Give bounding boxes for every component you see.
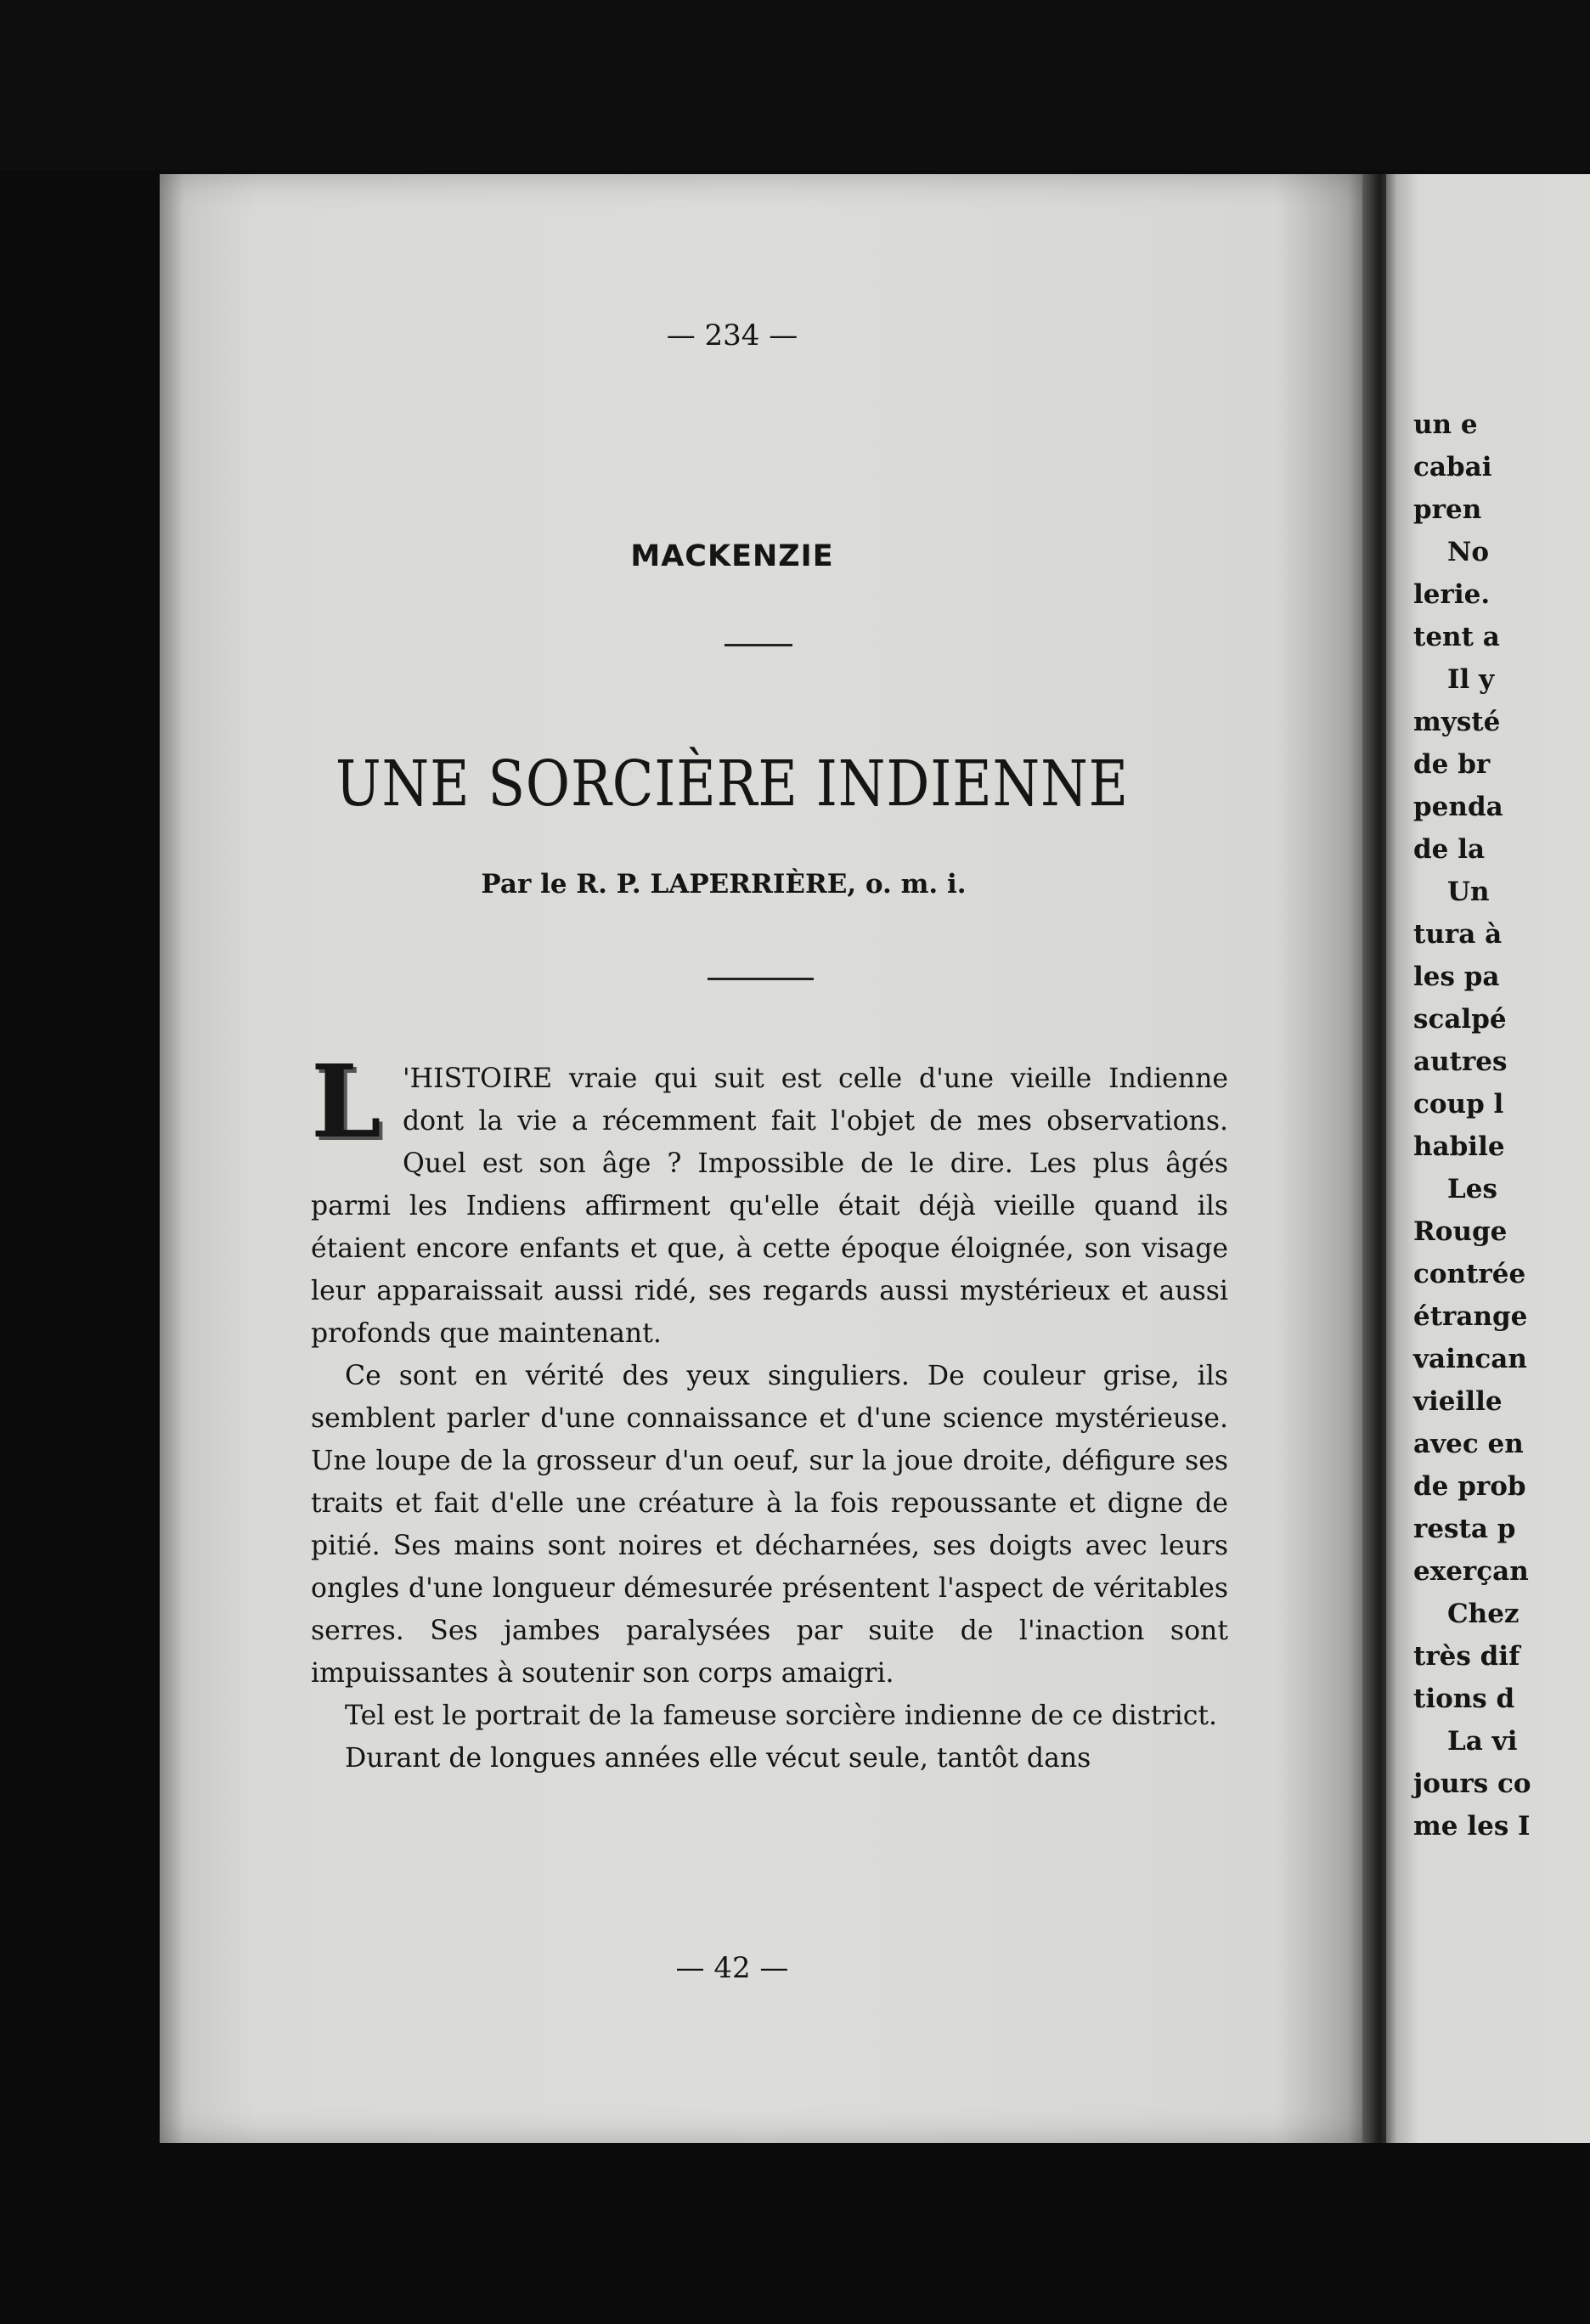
text-line: jours co — [1413, 1768, 1531, 1799]
text-line: me les I — [1413, 1811, 1531, 1842]
text-line: avec en — [1413, 1429, 1524, 1459]
text-line: Les — [1447, 1174, 1497, 1204]
text-line: pren — [1413, 494, 1482, 525]
text-line: Un — [1447, 877, 1490, 907]
text-line: tent a — [1413, 622, 1500, 652]
title-divider-top — [725, 644, 792, 646]
paragraph: Ce sont en vérité des yeux singuliers. De couleur grise, ils semblent parler d'une connaissance et d'une science mystérieuse. Une loupe de la grosseur d'un oeuf, sur la joue droite, défigure ses traits et fait d'elle une créature à la fois repoussante et digne de pitié. Ses mains sont noires et décharnées, ses doigts avec leurs ongles d'une longueur démesurée présentent l'aspect de véritables serres. Ses jambes paralysées par suite de l'inaction sont impuissantes à soutenir son corps amaigri. — [311, 1361, 1228, 1689]
text-line: exerçan — [1413, 1556, 1529, 1587]
text-line: de la — [1413, 834, 1486, 865]
film-border — [0, 0, 1590, 170]
text-line: penda — [1413, 792, 1503, 822]
byline: Par le R. P. LAPERRIÈRE, o. m. i. — [481, 869, 967, 900]
text-line: très dif — [1413, 1641, 1520, 1672]
text-line: de prob — [1413, 1471, 1526, 1502]
text-line: autres — [1413, 1046, 1508, 1077]
header-page-number: — 234 — — [666, 319, 798, 353]
text-line: lerie. — [1413, 579, 1491, 610]
text-line: La vi — [1447, 1726, 1518, 1757]
text-line: les pa — [1413, 962, 1500, 992]
text-line: tura à — [1413, 919, 1503, 950]
text-line: Rouge — [1413, 1216, 1508, 1247]
article-body — [311, 1042, 1228, 1780]
text-line: un e — [1413, 409, 1478, 440]
title-divider-bottom — [708, 978, 814, 980]
text-line: Chez — [1447, 1599, 1520, 1629]
right-page — [1386, 174, 1590, 2143]
text-line: resta p — [1413, 1514, 1516, 1544]
text-line: contrée — [1413, 1259, 1526, 1289]
text-line: vaincan — [1413, 1344, 1527, 1374]
text-line: scalpé — [1413, 1004, 1507, 1035]
text-line: de br — [1413, 749, 1491, 780]
text-line: étrange — [1413, 1301, 1528, 1332]
text-line: mysté — [1413, 707, 1501, 737]
paragraph: Tel est le portrait de la fameuse sorcière indienne de ce district. — [345, 1701, 1218, 1731]
text-line: Il y — [1447, 664, 1495, 695]
article-title: UNE SORCIÈRE INDIENNE — [335, 747, 1129, 821]
paragraph: Durant de longues années elle vécut seule, tantôt dans — [345, 1743, 1091, 1774]
left-page — [160, 174, 1373, 2143]
text-line: vieille — [1413, 1386, 1503, 1417]
drop-cap: L — [311, 1042, 381, 1160]
right-page-text — [1413, 403, 1590, 1847]
footer-page-number: — 42 — — [675, 1951, 789, 1985]
text-line: cabai — [1413, 452, 1492, 482]
text-line: tions d — [1413, 1684, 1515, 1714]
paragraph: 'HISTOIRE vraie qui suit est celle d'une vieille Indienne dont la vie a récemment fait l'objet de mes observations. Quel est son âge ? Impossible de le dire. Les plus âgés parmi les Indiens affirment qu'elle était déjà vieille quand ils étaient encore enfants et que, à cette époque éloignée, son visage leur apparaissait aussi ridé, ses regards aussi mystérieux et aussi profonds que maintenant. — [311, 1063, 1228, 1349]
text-line: No — [1447, 537, 1490, 567]
text-line: coup l — [1413, 1089, 1504, 1120]
text-line: habile — [1413, 1131, 1505, 1162]
section-title: MACKENZIE — [630, 539, 834, 573]
